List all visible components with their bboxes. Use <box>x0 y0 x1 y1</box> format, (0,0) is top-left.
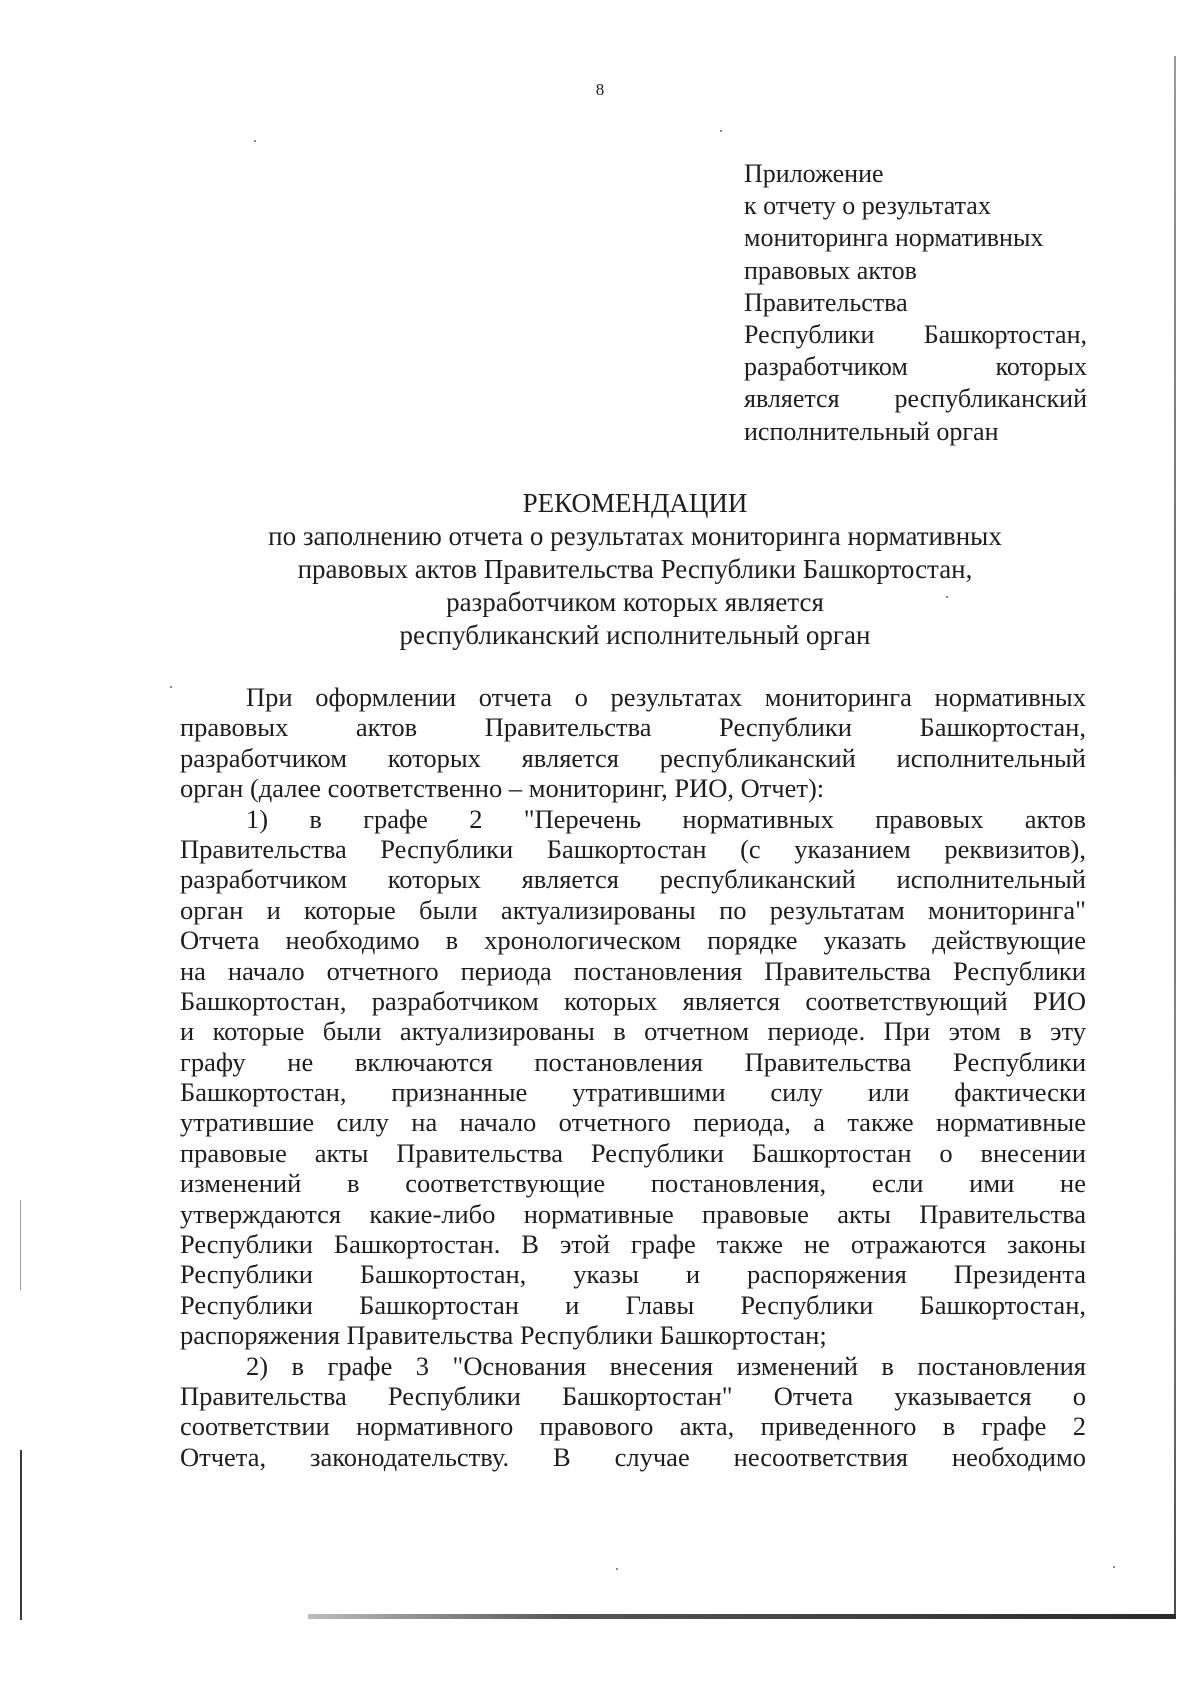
body-line: правовых актов Правительства Республики Башкортостан, <box>180 712 1086 743</box>
document-subtitle-line: по заполнению отчета о результатах мониторинга нормативных <box>268 521 1002 551</box>
body-line: Республики Башкортостан. В этой графе также не отражаются законы <box>180 1229 1086 1260</box>
body-line: на начало отчетного периода постановления Правительства Республики <box>180 955 1086 986</box>
appendix-line: мониторинга нормативных <box>744 223 1044 253</box>
appendix-line: Правительства <box>744 287 908 317</box>
body-line: соответствии нормативного правового акта, приведенного в графе 2 <box>180 1411 1086 1442</box>
body-line: Правительства Республики Башкортостан" Отчета указывается о <box>180 1380 1086 1411</box>
appendix-line: разработчиком которых <box>744 352 1087 382</box>
body-line: правовые акты Правительства Республики Башкортостан о внесении <box>180 1137 1086 1168</box>
body-line: разработчиком которых является республиканский исполнительный <box>180 742 1086 773</box>
appendix-line: является республиканский <box>744 384 1087 414</box>
body-line: графу не включаются постановления Правительства Республики <box>180 1046 1086 1077</box>
body-line: Башкортостан, разработчиком которых является соответствующий РИО <box>180 985 1086 1016</box>
body-line: При оформлении отчета о результатах мониторинга нормативных <box>246 682 1086 712</box>
body-line: Отчета необходимо в хронологическом порядке указать действующие <box>180 925 1086 956</box>
page-number: 8 <box>595 80 605 99</box>
body-line: Башкортостан, признанные утратившими силу или фактически <box>180 1077 1086 1108</box>
scan-speck <box>946 596 948 598</box>
body-line: Правительства Республики Башкортостан (с указанием реквизитов), <box>180 833 1086 864</box>
appendix-line: исполнительный орган <box>744 416 999 446</box>
document-title: РЕКОМЕНДАЦИИ <box>522 488 748 518</box>
document-subtitle-line: республиканский исполнительный орган <box>399 620 871 650</box>
body-line: Отчета, законодательству. В случае несоответствия необходимо <box>180 1441 1086 1472</box>
body-line: и которые были актуализированы в отчетном периоде. При этом в эту <box>180 1016 1086 1047</box>
scan-edge-bottom <box>308 1614 1176 1619</box>
scan-speck <box>254 140 256 142</box>
document-subtitle-line: правовых актов Правительства Республики Башкортостан, <box>297 554 973 584</box>
body-line: Республики Башкортостан и Главы Республики Башкортостан, <box>180 1289 1086 1320</box>
scan-speck <box>1113 1566 1115 1568</box>
appendix-line: к отчету о результатах <box>744 191 991 221</box>
body-line: орган (далее соответственно – мониторинг, РИО, Отчет): <box>180 773 825 804</box>
appendix-note <box>744 158 1087 448</box>
scan-edge-left <box>20 1450 22 1620</box>
body-line: утверждаются какие-либо нормативные правовые акты Правительства <box>180 1198 1086 1229</box>
scan-edge-right <box>1174 56 1176 1616</box>
scan-speck <box>616 1568 618 1570</box>
scan-speck <box>170 686 172 688</box>
body-line: 2) в графе 3 "Основания внесения изменений в постановления <box>246 1350 1086 1381</box>
appendix-line: правовых актов <box>744 255 917 285</box>
appendix-line: Приложение <box>744 159 884 188</box>
body-text <box>180 682 1086 1472</box>
body-line: утратившие силу на начало отчетного периода, а также нормативные <box>180 1107 1086 1138</box>
body-line: изменений в соответствующие постановления, если ими не <box>180 1168 1086 1199</box>
appendix-line: Республики Башкортостан, <box>744 320 1087 350</box>
scan-speck <box>720 130 722 132</box>
scan-edge-left-faint <box>20 1200 21 1290</box>
document-subtitle-line: разработчиком которых является <box>446 587 824 617</box>
document-heading <box>160 486 1110 652</box>
body-line: разработчиком которых является республиканский исполнительный <box>180 864 1086 895</box>
body-line: 1) в графе 2 "Перечень нормативных правовых актов <box>246 803 1086 834</box>
body-line: Республики Башкортостан, указы и распоряжения Президента <box>180 1259 1086 1290</box>
body-line: орган и которые были актуализированы по результатам мониторинга" <box>180 894 1086 925</box>
body-line: распоряжения Правительства Республики Башкортостан; <box>180 1320 827 1351</box>
